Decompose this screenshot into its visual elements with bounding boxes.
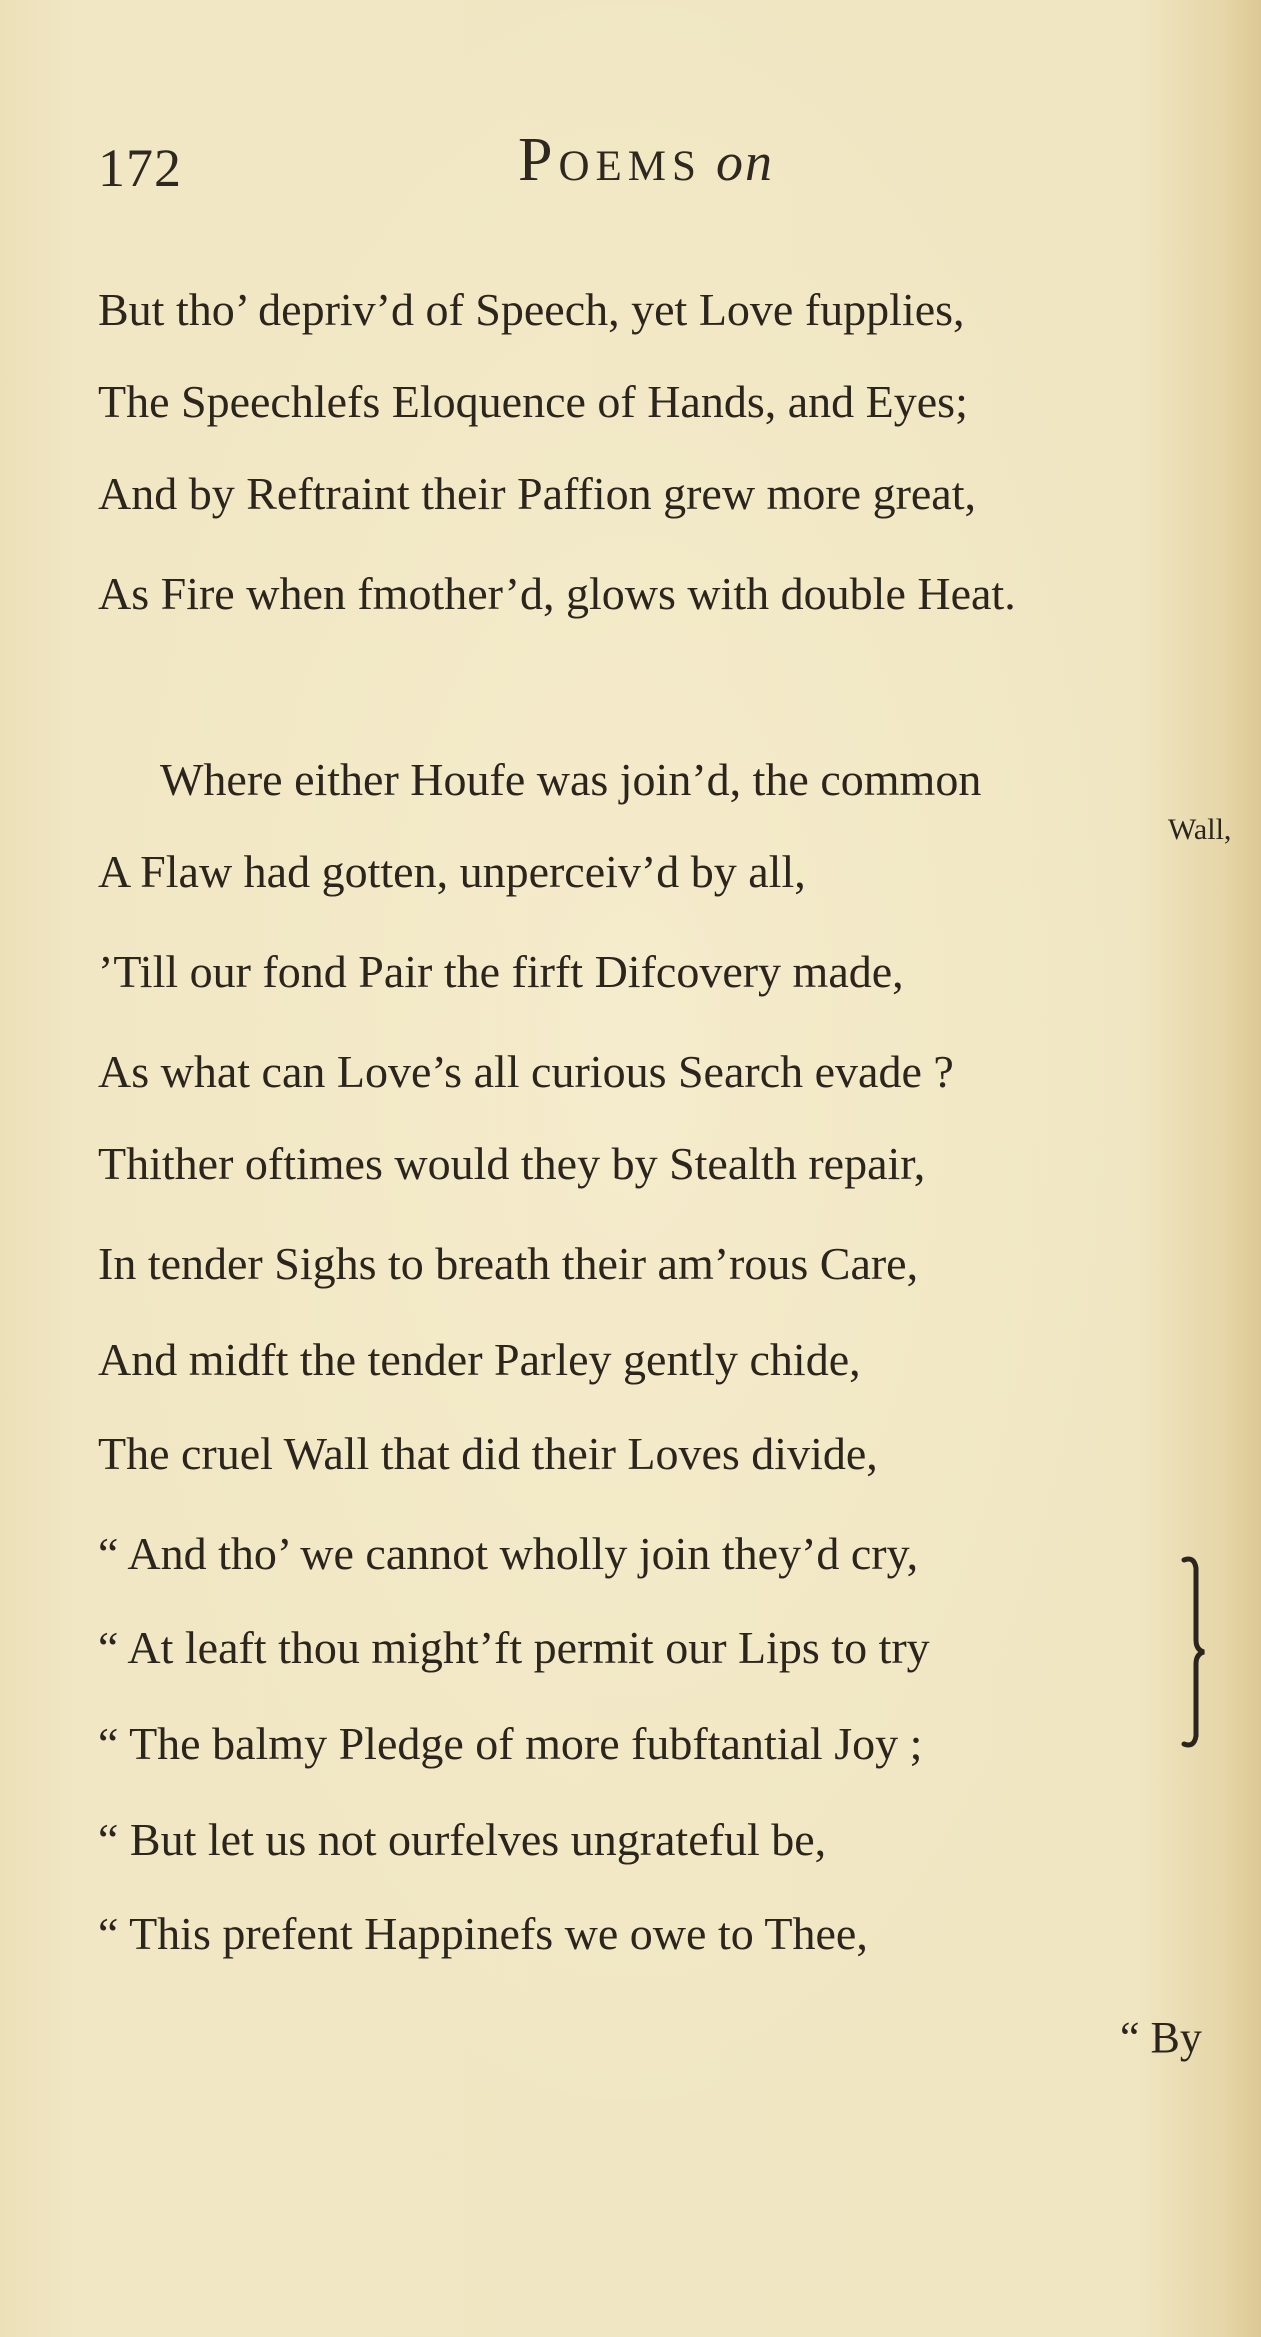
verse-line: “ But let us not ourfelves ungrateful be, — [98, 1814, 827, 1865]
verse-line: Thither oftimes would they by Stealth repair, — [98, 1138, 926, 1189]
verse-line: ’Till our fond Pair the firft Difcovery made, — [98, 946, 904, 997]
verse-line: The Speechlefs Eloquence of Hands, and Eyes; — [98, 376, 968, 427]
verse-line: And by Reftraint their Paffion grew more great, — [98, 468, 976, 519]
verse-line: “ The balmy Pledge of more fubftantial Joy ; — [98, 1718, 923, 1769]
verse-line: “ This prefent Happinefs we owe to Thee, — [98, 1908, 868, 1959]
page-number: 172 — [98, 138, 182, 198]
catchword: “ By — [1120, 2013, 1202, 2062]
turnover-word: Wall, — [1168, 813, 1232, 846]
verse-line: “ At leaft thou might’ft permit our Lips to try — [98, 1622, 930, 1673]
running-title-caps: Poems — [518, 126, 702, 194]
verse-line: Where either Houfe was join’d, the common — [160, 754, 982, 805]
triplet-brace — [1180, 1552, 1210, 1752]
verse-line: As what can Love’s all curious Search evade ? — [98, 1046, 954, 1097]
verse-line: And midft the tender Parley gently chide, — [98, 1334, 861, 1385]
verse-line: As Fire when fmother’d, glows with double Heat. — [98, 568, 1016, 619]
verse-line: In tender Sighs to breath their am’rous Care, — [98, 1238, 919, 1289]
running-title-italic: on — [715, 132, 774, 192]
verse-line: But tho’ depriv’d of Speech, yet Love fupplies, — [98, 284, 965, 335]
verse-line: The cruel Wall that did their Loves divide, — [98, 1428, 878, 1479]
verse-line: “ And tho’ we cannot wholly join they’d cry, — [98, 1528, 919, 1579]
verse-line: A Flaw had gotten, unperceiv’d by all, — [98, 846, 806, 897]
